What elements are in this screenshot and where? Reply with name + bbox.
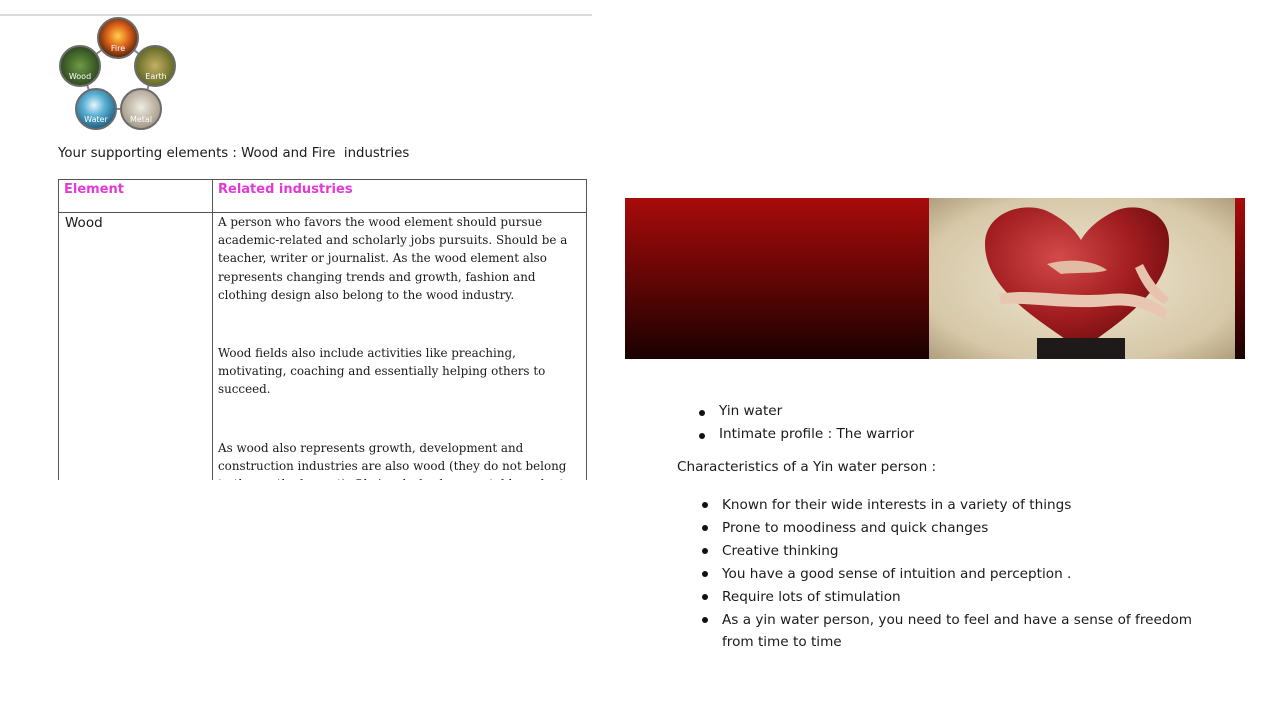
header-element: Element <box>59 180 213 213</box>
list-item: Creative thinking <box>700 540 1220 562</box>
heart-hug-photo <box>929 198 1235 359</box>
document-page <box>0 0 592 480</box>
supporting-elements-text: Your supporting elements : Wood and Fire industries <box>58 146 410 161</box>
earth-circle-icon <box>135 46 175 86</box>
list-item: Intimate profile : The warrior <box>697 425 1097 448</box>
characteristics-heading: Characteristics of a Yin water person : <box>677 459 937 475</box>
blank-area <box>0 480 592 720</box>
list-item: Known for their wide interests in a variety of things <box>700 494 1220 516</box>
wood-label: Wood <box>68 72 92 81</box>
fire-circle-icon <box>98 18 138 58</box>
metal-circle-icon <box>121 89 161 129</box>
list-item: Yin water <box>697 402 1097 425</box>
list-item: Prone to moodiness and quick changes <box>700 517 1220 539</box>
list-item: Require lots of stimulation <box>700 586 1220 608</box>
table-header-row <box>59 180 587 213</box>
water-label: Water <box>84 115 108 124</box>
list-item: You have a good sense of intuition and perception . <box>700 563 1220 585</box>
header-related-industries: Related industries <box>213 180 587 213</box>
water-circle-icon <box>76 89 116 129</box>
element-cell: Wood <box>59 213 213 534</box>
fire-label: Fire <box>110 44 126 53</box>
characteristics-list <box>700 494 1220 654</box>
industries-paragraph: A person who favors the wood element should pursue academic-related and scholarly jobs pursuits. Should be a teacher, writer or journalist. As the wood element also represents changing trends and growth, fashion and clothing design also belong to the wood industry. <box>218 215 568 302</box>
earth-label: Earth <box>145 72 167 81</box>
industries-paragraph: As wood also represents growth, development and construction industries are also wood (they do not belong <box>218 440 567 473</box>
metal-label: Metal <box>129 115 153 124</box>
profile-list <box>697 402 1097 448</box>
list-item: As a yin water person, you need to feel and have a sense of freedom from time to time <box>700 609 1220 653</box>
five-elements-diagram <box>58 16 180 132</box>
industries-paragraph: Wood fields also include activities like preaching, motivating, coaching and essentially helping others to succeed. <box>218 346 546 397</box>
wood-circle-icon <box>60 46 100 86</box>
